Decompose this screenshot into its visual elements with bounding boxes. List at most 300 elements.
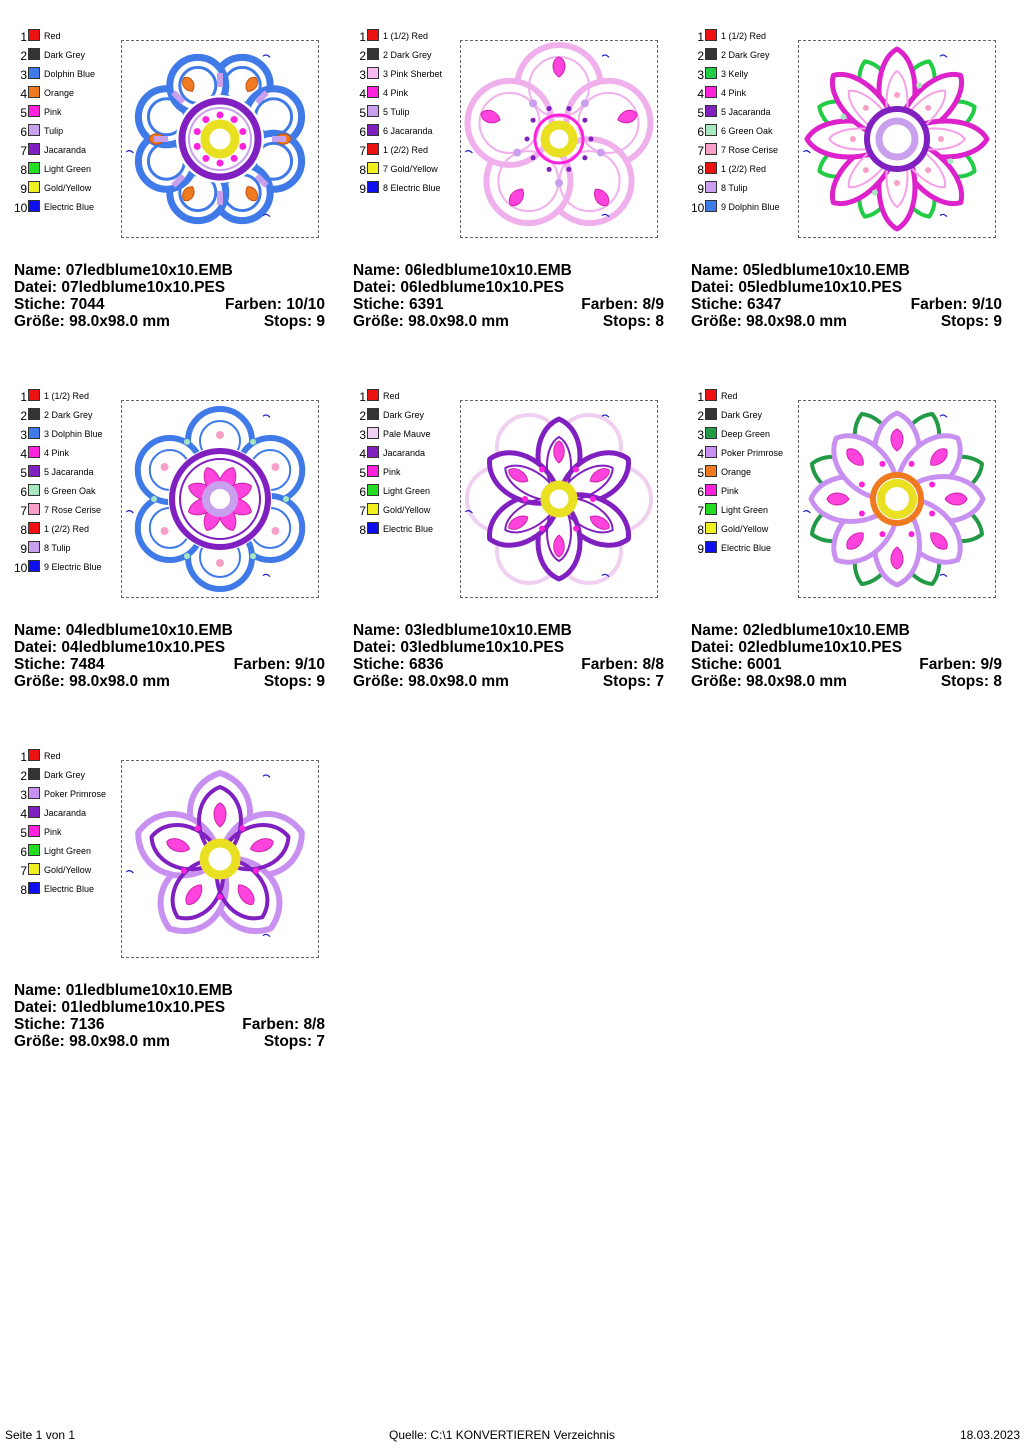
color-swatch (705, 465, 717, 477)
color-row (14, 123, 124, 142)
color-number: 5 (20, 466, 27, 480)
color-list (353, 388, 463, 540)
design-preview (460, 400, 658, 598)
color-name: 1 (2/2) Red (721, 164, 767, 174)
size-line (14, 673, 325, 690)
color-swatch (705, 181, 717, 193)
color-row (353, 161, 463, 180)
groesse-value: 98.0x98.0 mm (408, 313, 509, 330)
color-name: 3 Dolphin Blue (44, 429, 103, 439)
color-row (14, 199, 124, 218)
color-name: 6 Green Oak (44, 486, 96, 496)
color-row (14, 521, 124, 540)
color-row (353, 426, 463, 445)
color-swatch (28, 427, 40, 439)
color-swatch (28, 86, 40, 98)
color-number: 10 (14, 201, 28, 215)
color-name: 2 Dark Grey (721, 50, 770, 60)
color-row (14, 502, 124, 521)
color-row (14, 142, 124, 161)
color-name: Light Green (383, 486, 431, 496)
groesse-label: Größe: (14, 313, 65, 330)
stiche-value: 7484 (70, 656, 105, 673)
color-swatch (28, 522, 40, 534)
color-number: 6 (697, 485, 704, 499)
color-name: 1 (1/2) Red (44, 391, 90, 401)
color-swatch (705, 162, 717, 174)
stiche-label: Stiche: (691, 656, 743, 673)
design-card (691, 28, 1011, 368)
color-name: Dolphin Blue (44, 69, 96, 79)
color-number: 4 (359, 447, 366, 461)
color-name: Red (383, 391, 400, 401)
file-line (691, 639, 1002, 656)
color-name: 4 Pink (383, 88, 409, 98)
center-ring (879, 121, 915, 157)
color-row (14, 445, 124, 464)
farben-field (234, 656, 325, 673)
color-row (691, 47, 801, 66)
design-info (14, 262, 325, 330)
color-swatch (705, 48, 717, 60)
size-line (14, 313, 325, 330)
stops-field (264, 313, 325, 330)
farben-field (581, 656, 664, 673)
color-name: Pink (44, 827, 62, 837)
color-swatch (367, 181, 379, 193)
flower-embroidery-image (122, 401, 318, 597)
color-number: 9 (697, 182, 704, 196)
color-row (691, 142, 801, 161)
color-row (14, 748, 124, 767)
color-number: 2 (359, 409, 366, 423)
file-line (14, 279, 325, 296)
design-info (691, 262, 1002, 330)
color-name: 3 Kelly (721, 69, 749, 79)
file-line (353, 639, 664, 656)
color-number: 9 (697, 542, 704, 556)
name-line (14, 982, 325, 999)
color-name: Gold/Yellow (44, 865, 92, 875)
color-name: Gold/Yellow (721, 524, 769, 534)
name-label: Name: (14, 262, 62, 279)
color-number: 2 (359, 49, 366, 63)
farben-field (911, 296, 1002, 313)
color-swatch (367, 484, 379, 496)
flower-embroidery-image (461, 41, 657, 237)
color-name: Poker Primrose (721, 448, 784, 458)
groesse-value: 98.0x98.0 mm (408, 673, 509, 690)
color-row (691, 426, 801, 445)
name-label: Name: (353, 622, 401, 639)
color-name: Pale Mauve (383, 429, 431, 439)
color-swatch (367, 143, 379, 155)
stops-value: 9 (316, 313, 325, 330)
color-row (353, 142, 463, 161)
color-swatch (705, 67, 717, 79)
color-name: 1 (1/2) Red (721, 31, 767, 41)
stops-field (603, 673, 664, 690)
color-number: 4 (697, 87, 704, 101)
color-row (353, 28, 463, 47)
color-name: Dark Grey (721, 410, 763, 420)
color-swatch (28, 67, 40, 79)
groesse-value: 98.0x98.0 mm (746, 673, 847, 690)
color-number: 5 (20, 826, 27, 840)
design-preview (798, 40, 996, 238)
datei-label: Datei: (14, 999, 58, 1016)
color-number: 5 (697, 106, 704, 120)
color-row (691, 502, 801, 521)
color-name: Gold/Yellow (383, 505, 431, 515)
color-swatch (705, 143, 717, 155)
color-name: Electric Blue (44, 202, 95, 212)
color-row (14, 407, 124, 426)
color-name: Electric Blue (44, 884, 95, 894)
stitches-line (14, 656, 325, 673)
color-name: Pink (383, 467, 401, 477)
color-number: 3 (697, 68, 704, 82)
stiche-label: Stiche: (14, 656, 66, 673)
color-name: 5 Tulip (383, 107, 410, 117)
size-line (353, 313, 664, 330)
color-swatch (28, 503, 40, 515)
datei-value: 02ledblume10x10.PES (738, 639, 903, 656)
stitches-line (14, 1016, 325, 1033)
color-swatch (705, 484, 717, 496)
color-swatch (28, 560, 40, 572)
color-row (14, 862, 124, 881)
datei-value: 05ledblume10x10.PES (738, 279, 903, 296)
design-card (691, 388, 1011, 728)
color-row (691, 199, 801, 218)
color-name: 7 Gold/Yellow (383, 164, 438, 174)
color-name: Pink (721, 486, 739, 496)
stitches-line (691, 656, 1002, 673)
color-name: Red (721, 391, 738, 401)
footer-source: Quelle: C:\1 KONVERTIEREN Verzeichnis (389, 1428, 615, 1442)
name-value: 06ledblume10x10.EMB (404, 262, 572, 279)
color-number: 10 (691, 201, 705, 215)
color-name: 5 Jacaranda (721, 107, 771, 117)
color-name: 1 (1/2) Red (383, 31, 429, 41)
color-swatch (705, 503, 717, 515)
stitches-line (353, 656, 664, 673)
color-number: 2 (697, 49, 704, 63)
stops-value: 9 (316, 673, 325, 690)
stops-field (941, 313, 1002, 330)
color-number: 2 (20, 769, 27, 783)
color-name: Jacaranda (44, 145, 87, 155)
color-number: 8 (20, 523, 27, 537)
footer-date: 18.03.2023 (959, 1428, 1020, 1442)
color-number: 1 (359, 30, 366, 44)
color-swatch (705, 522, 717, 534)
color-name: Dark Grey (44, 50, 86, 60)
color-swatch (367, 503, 379, 515)
color-number: 1 (697, 30, 704, 44)
groesse-label: Größe: (353, 673, 404, 690)
color-number: 9 (20, 542, 27, 556)
color-row (353, 464, 463, 483)
design-info (353, 622, 664, 690)
color-swatch (28, 389, 40, 401)
color-swatch (28, 806, 40, 818)
color-row (691, 407, 801, 426)
color-row (353, 445, 463, 464)
color-swatch (28, 844, 40, 856)
color-swatch (28, 48, 40, 60)
datei-value: 04ledblume10x10.PES (61, 639, 226, 656)
color-number: 5 (697, 466, 704, 480)
color-swatch (367, 162, 379, 174)
name-label: Name: (691, 622, 739, 639)
groesse-value: 98.0x98.0 mm (69, 673, 170, 690)
farben-field (225, 296, 325, 313)
color-swatch (28, 465, 40, 477)
color-number: 1 (20, 390, 27, 404)
center-ring (545, 485, 573, 513)
design-card (353, 388, 673, 728)
color-name: Dark Grey (383, 410, 425, 420)
color-row (14, 388, 124, 407)
color-number: 3 (20, 788, 27, 802)
color-number: 3 (20, 428, 27, 442)
color-row (14, 28, 124, 47)
groesse-label: Größe: (353, 313, 404, 330)
color-row (691, 180, 801, 199)
color-number: 7 (20, 504, 27, 518)
stiche-label: Stiche: (14, 296, 66, 313)
color-row (691, 464, 801, 483)
color-name: 2 Dark Grey (44, 410, 93, 420)
name-label: Name: (14, 622, 62, 639)
stiche-value: 7044 (70, 296, 105, 313)
color-row (14, 85, 124, 104)
color-name: 6 Jacaranda (383, 126, 433, 136)
center-ring (204, 843, 236, 875)
color-row (353, 66, 463, 85)
farben-label: Farben: (919, 656, 977, 673)
color-swatch (705, 389, 717, 401)
color-number: 6 (359, 125, 366, 139)
datei-value: 01ledblume10x10.PES (61, 999, 226, 1016)
footer-page: Seite 1 von 1 (5, 1428, 76, 1442)
datei-label: Datei: (691, 639, 735, 656)
color-name: 4 Pink (44, 448, 70, 458)
color-swatch (28, 484, 40, 496)
color-row (353, 47, 463, 66)
color-row (691, 521, 801, 540)
farben-value: 8/8 (303, 1016, 325, 1033)
stops-value: 8 (655, 313, 664, 330)
color-number: 4 (20, 447, 27, 461)
color-name: Tulip (44, 126, 64, 136)
file-line (14, 999, 325, 1016)
color-swatch (367, 427, 379, 439)
design-card (14, 28, 334, 368)
color-row (353, 388, 463, 407)
name-value: 02ledblume10x10.EMB (742, 622, 910, 639)
color-number: 2 (20, 409, 27, 423)
stops-label: Stops: (263, 313, 313, 330)
stops-value: 8 (993, 673, 1002, 690)
farben-label: Farben: (910, 296, 968, 313)
datei-value: 06ledblume10x10.PES (400, 279, 565, 296)
color-number: 4 (359, 87, 366, 101)
color-name: 7 Rose Cerise (721, 145, 779, 155)
color-row (14, 881, 124, 900)
color-row (14, 483, 124, 502)
color-name: 7 Rose Cerise (44, 505, 102, 515)
color-list (691, 28, 801, 218)
size-line (353, 673, 664, 690)
color-name: 8 Electric Blue (383, 183, 441, 193)
color-row (14, 426, 124, 445)
color-name: Red (44, 31, 61, 41)
design-card (14, 748, 334, 1088)
color-row (353, 521, 463, 540)
farben-value: 8/8 (642, 656, 664, 673)
color-row (691, 540, 801, 559)
color-name: 1 (2/2) Red (383, 145, 429, 155)
color-name: 9 Electric Blue (44, 562, 102, 572)
color-number: 6 (359, 485, 366, 499)
color-list (14, 388, 124, 578)
color-number: 7 (697, 144, 704, 158)
color-row (14, 786, 124, 805)
stiche-value: 7136 (70, 1016, 105, 1033)
design-preview (121, 40, 319, 238)
name-value: 05ledblume10x10.EMB (742, 262, 910, 279)
stiche-value: 6001 (747, 656, 782, 673)
flower-embroidery-image (799, 401, 995, 597)
color-number: 3 (359, 428, 366, 442)
stiche-value: 6347 (747, 296, 782, 313)
color-row (353, 123, 463, 142)
color-name: 5 Jacaranda (44, 467, 94, 477)
color-row (691, 104, 801, 123)
color-name: 4 Pink (721, 88, 747, 98)
color-row (14, 540, 124, 559)
stops-label: Stops: (602, 673, 652, 690)
color-swatch (705, 427, 717, 439)
farben-label: Farben: (233, 656, 291, 673)
file-line (14, 639, 325, 656)
farben-value: 9/10 (971, 296, 1002, 313)
color-name: Orange (44, 88, 75, 98)
stiche-label: Stiche: (353, 296, 405, 313)
color-row (14, 104, 124, 123)
color-number: 8 (20, 883, 27, 897)
farben-value: 9/10 (294, 656, 325, 673)
color-number: 6 (697, 125, 704, 139)
file-line (353, 279, 664, 296)
color-row (14, 464, 124, 483)
color-number: 4 (697, 447, 704, 461)
color-swatch (28, 200, 40, 212)
farben-label: Farben: (581, 296, 639, 313)
color-name: Electric Blue (383, 524, 434, 534)
color-row (14, 66, 124, 85)
color-number: 2 (20, 49, 27, 63)
color-row (14, 767, 124, 786)
name-value: 07ledblume10x10.EMB (65, 262, 233, 279)
color-name: 6 Green Oak (721, 126, 773, 136)
color-number: 1 (20, 30, 27, 44)
color-name: 8 Tulip (721, 183, 748, 193)
color-number: 3 (359, 68, 366, 82)
color-number: 7 (359, 504, 366, 518)
color-number: 6 (20, 125, 27, 139)
color-swatch (28, 408, 40, 420)
color-swatch (367, 48, 379, 60)
color-number: 7 (20, 864, 27, 878)
design-info (14, 982, 325, 1050)
color-row (353, 483, 463, 502)
color-swatch (28, 181, 40, 193)
color-swatch (705, 446, 717, 458)
stiche-label: Stiche: (691, 296, 743, 313)
design-info (691, 622, 1002, 690)
groesse-label: Größe: (691, 673, 742, 690)
datei-label: Datei: (14, 639, 58, 656)
color-number: 1 (697, 390, 704, 404)
color-name: Deep Green (721, 429, 771, 439)
color-row (14, 843, 124, 862)
groesse-value: 98.0x98.0 mm (69, 1033, 170, 1050)
color-swatch (367, 86, 379, 98)
stiche-label: Stiche: (353, 656, 405, 673)
design-preview (121, 400, 319, 598)
color-swatch (28, 124, 40, 136)
color-row (14, 805, 124, 824)
color-swatch (705, 29, 717, 41)
farben-label: Farben: (581, 656, 639, 673)
color-row (691, 161, 801, 180)
farben-label: Farben: (242, 1016, 300, 1033)
stops-value: 9 (993, 313, 1002, 330)
color-row (14, 824, 124, 843)
groesse-label: Größe: (14, 673, 65, 690)
color-number: 7 (20, 144, 27, 158)
center-ring (545, 125, 573, 153)
color-number: 5 (20, 106, 27, 120)
name-line (353, 622, 664, 639)
name-label: Name: (691, 262, 739, 279)
color-swatch (28, 29, 40, 41)
stitches-line (14, 296, 325, 313)
color-list (691, 388, 801, 559)
color-swatch (367, 389, 379, 401)
flower-embroidery-image (122, 761, 318, 957)
color-number: 6 (20, 485, 27, 499)
farben-value: 8/9 (642, 296, 664, 313)
color-number: 5 (359, 466, 366, 480)
size-line (14, 1033, 325, 1050)
name-label: Name: (14, 982, 62, 999)
datei-label: Datei: (353, 639, 397, 656)
color-number: 8 (359, 523, 366, 537)
design-card (353, 28, 673, 368)
design-preview (121, 760, 319, 958)
flower-embroidery-image (461, 401, 657, 597)
stops-field (264, 1033, 325, 1050)
name-line (691, 622, 1002, 639)
color-swatch (705, 105, 717, 117)
color-row (353, 104, 463, 123)
color-number: 8 (20, 163, 27, 177)
